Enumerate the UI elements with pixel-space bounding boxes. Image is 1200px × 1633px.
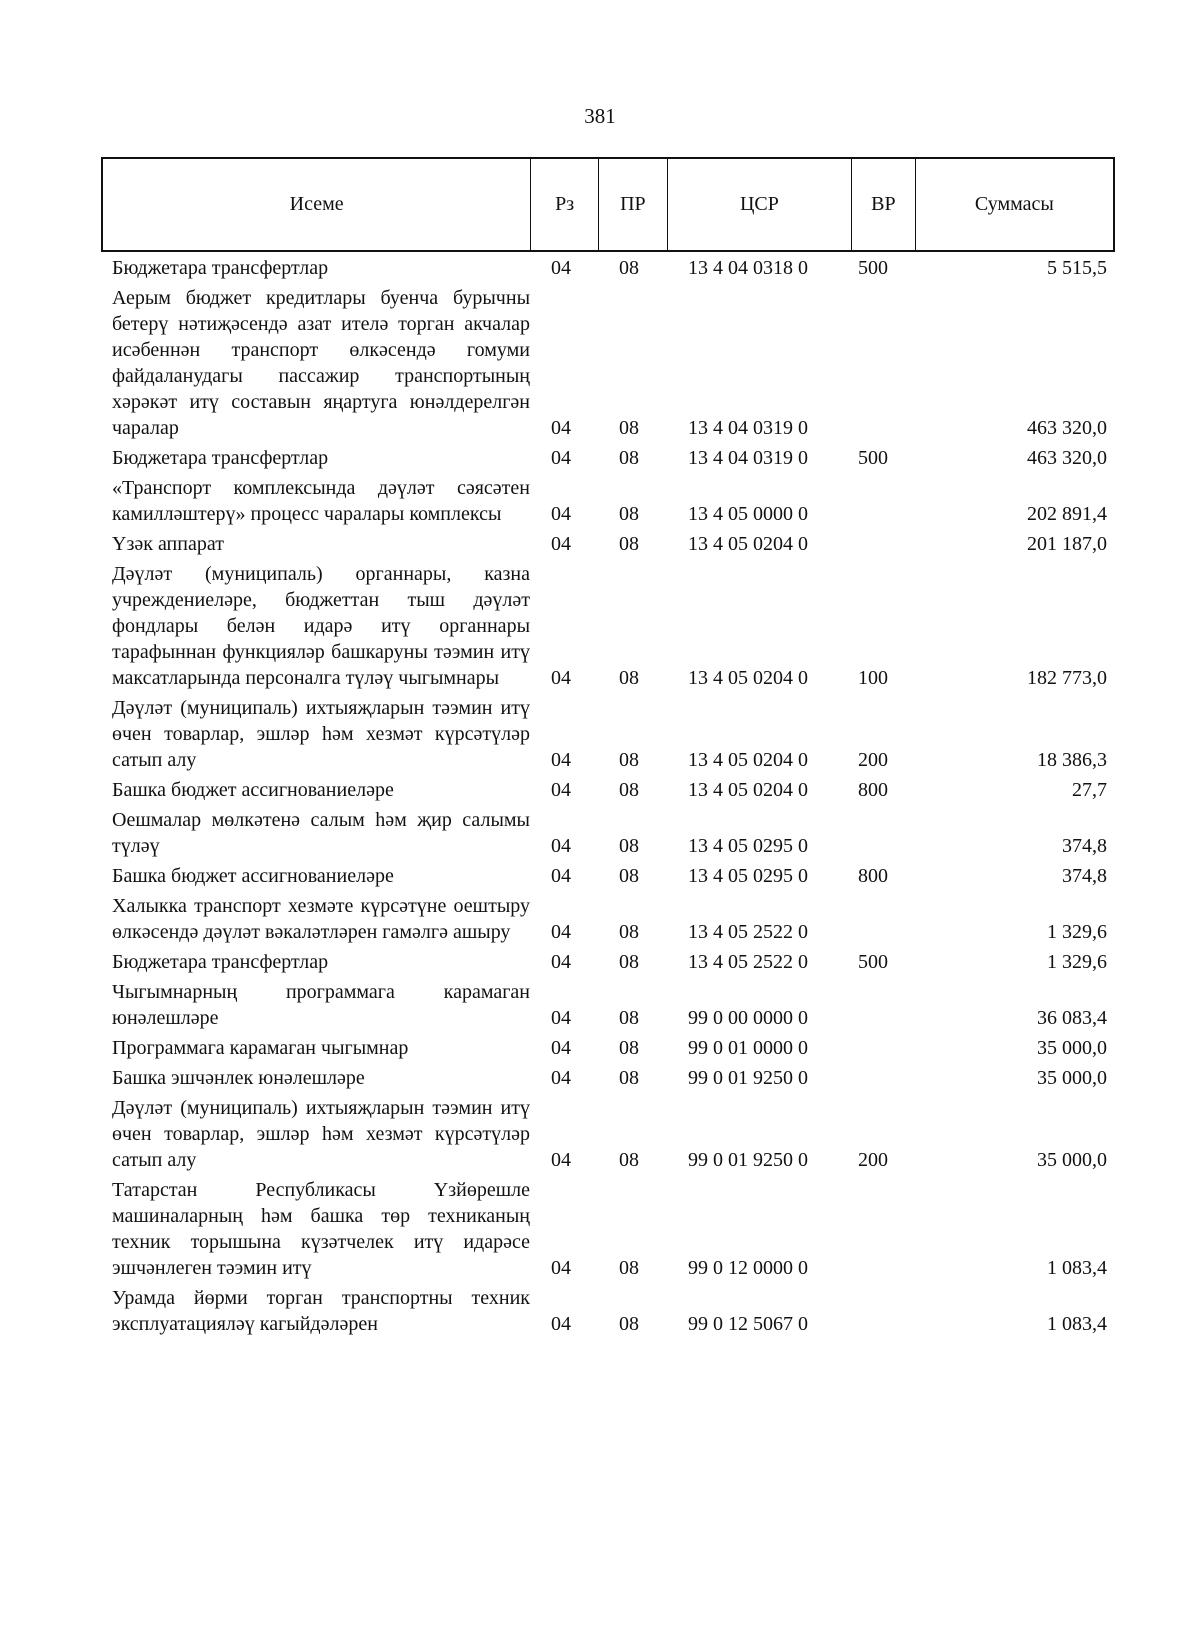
cell-pr: 08 [619, 779, 639, 801]
cell-rz: 04 [551, 447, 571, 469]
cell-csr: 13 4 05 0204 0 [688, 749, 808, 771]
cell-pr: 08 [619, 1313, 639, 1335]
cell-rz: 04 [551, 1313, 571, 1335]
table-row [101, 1282, 1115, 1338]
cell-vr: 800 [858, 779, 888, 801]
cell-sum: 182 773,0 [1027, 667, 1107, 689]
header-pr: ПР [598, 159, 667, 250]
header-sum: Суммасы [915, 159, 1113, 250]
table-row [101, 946, 1115, 976]
table-row [101, 528, 1115, 558]
cell-rz: 04 [551, 533, 571, 555]
cell-pr: 08 [619, 1257, 639, 1279]
cell-csr: 99 0 01 0000 0 [688, 1037, 808, 1059]
cell-csr: 13 4 05 0295 0 [688, 865, 808, 887]
cell-sum: 1 329,6 [1047, 921, 1107, 943]
cell-pr: 08 [619, 921, 639, 943]
cell-rz: 04 [551, 503, 571, 525]
cell-sum: 1 083,4 [1047, 1257, 1107, 1279]
cell-sum: 18 386,3 [1037, 749, 1107, 771]
cell-sum: 201 187,0 [1027, 533, 1107, 555]
cell-pr: 08 [619, 667, 639, 689]
cell-rz: 04 [551, 921, 571, 943]
table-row [101, 442, 1115, 472]
cell-sum: 374,8 [1062, 835, 1107, 857]
cell-name: Дәүләт (муниципаль) органнары, казна учреждениеләре, бюджеттан тыш дәүләт фондлары белән идарә итү органнары тарафыннан функцияләр башкаруны тәэмин итү максатларында персоналга түләү чыгымнары [112, 563, 530, 689]
cell-name: Дәүләт (муниципаль) ихтыяҗларын тәэмин итү өчен товарлар, эшләр һәм хезмәт күрсәтүләр сатып алу [112, 697, 530, 771]
cell-name: Чыгымнарның программага карамаган юнәлешләре [112, 981, 530, 1029]
cell-vr: 500 [858, 447, 888, 469]
cell-sum: 463 320,0 [1027, 417, 1107, 439]
cell-csr: 99 0 12 0000 0 [688, 1257, 808, 1279]
cell-name: Бюджетара трансфертлар [112, 257, 329, 279]
table-row [101, 252, 1115, 282]
header-vr: ВР [851, 159, 915, 250]
table-row [101, 1174, 1115, 1282]
cell-name: Бюджетара трансфертлар [112, 447, 329, 469]
cell-vr: 100 [858, 667, 888, 689]
cell-pr: 08 [619, 951, 639, 973]
cell-sum: 374,8 [1062, 865, 1107, 887]
cell-csr: 99 0 01 9250 0 [688, 1149, 808, 1171]
cell-pr: 08 [619, 503, 639, 525]
cell-name: Бюджетара трансфертлар [112, 951, 329, 973]
cell-rz: 04 [551, 417, 571, 439]
header-csr: ЦСР [667, 159, 851, 250]
cell-sum: 35 000,0 [1037, 1037, 1107, 1059]
cell-pr: 08 [619, 865, 639, 887]
cell-rz: 04 [551, 257, 571, 279]
cell-sum: 1 083,4 [1047, 1313, 1107, 1335]
cell-pr: 08 [619, 1007, 639, 1029]
table-row [101, 774, 1115, 804]
cell-name: Халыкка транспорт хезмәте күрсәтүне оештыру өлкәсендә дәүләт вәкаләтләрен гамәлгә ашыру [112, 895, 530, 943]
cell-vr: 800 [858, 865, 888, 887]
cell-rz: 04 [551, 667, 571, 689]
cell-sum: 5 515,5 [1047, 257, 1107, 279]
cell-pr: 08 [619, 1037, 639, 1059]
table-row [101, 1062, 1115, 1092]
table-row [101, 860, 1115, 890]
cell-rz: 04 [551, 865, 571, 887]
table-row [101, 1092, 1115, 1174]
table-row [101, 804, 1115, 860]
cell-pr: 08 [619, 447, 639, 469]
cell-sum: 35 000,0 [1037, 1149, 1107, 1171]
table-body [101, 252, 1115, 1338]
cell-sum: 1 329,6 [1047, 951, 1107, 973]
table-row [101, 890, 1115, 946]
cell-rz: 04 [551, 1257, 571, 1279]
cell-name: Оешмалар мөлкәтенә салым һәм җир салымы түләү [112, 809, 530, 857]
cell-sum: 202 891,4 [1027, 503, 1107, 525]
cell-vr: 500 [858, 951, 888, 973]
cell-sum: 463 320,0 [1027, 447, 1107, 469]
cell-sum: 27,7 [1072, 779, 1107, 801]
cell-pr: 08 [619, 835, 639, 857]
page-number: 381 [584, 104, 616, 128]
table-header [101, 157, 1115, 252]
cell-rz: 04 [551, 779, 571, 801]
cell-name: Аерым бюджет кредитлары буенча бурычны бетерү нәтиҗәсендә азат ителә торган акчалар исәбеннән транспорт өлкәсендә гомуми файдаланудагы пассажир транспортының хәрәкәт итү составын яңартуга юнәлдерелгән чаралар [112, 287, 530, 439]
cell-csr: 13 4 05 0204 0 [688, 779, 808, 801]
cell-name: Башка бюджет ассигнованиеләре [112, 865, 394, 887]
table-row [101, 1032, 1115, 1062]
cell-rz: 04 [551, 835, 571, 857]
cell-rz: 04 [551, 1037, 571, 1059]
cell-rz: 04 [551, 1067, 571, 1089]
cell-pr: 08 [619, 1149, 639, 1171]
cell-rz: 04 [551, 749, 571, 771]
cell-csr: 13 4 05 0295 0 [688, 835, 808, 857]
cell-vr: 200 [858, 1149, 888, 1171]
cell-csr: 99 0 01 9250 0 [688, 1067, 808, 1089]
cell-rz: 04 [551, 951, 571, 973]
cell-csr: 99 0 12 5067 0 [688, 1313, 808, 1335]
cell-pr: 08 [619, 257, 639, 279]
table-row [101, 558, 1115, 692]
header-name: Исеме [289, 193, 344, 215]
cell-vr: 200 [858, 749, 888, 771]
cell-csr: 13 4 04 0318 0 [688, 257, 808, 279]
cell-pr: 08 [619, 533, 639, 555]
cell-name: Программага карамаган чыгымнар [112, 1037, 409, 1059]
table-row [101, 472, 1115, 528]
cell-rz: 04 [551, 1007, 571, 1029]
table-row [101, 976, 1115, 1032]
cell-csr: 99 0 00 0000 0 [688, 1007, 808, 1029]
cell-pr: 08 [619, 417, 639, 439]
cell-name: Урамда йөрми торган транспортны техник эксплуатацияләү кагыйдәләрен [112, 1287, 530, 1335]
cell-csr: 13 4 05 0000 0 [688, 503, 808, 525]
cell-csr: 13 4 05 2522 0 [688, 921, 808, 943]
cell-csr: 13 4 04 0319 0 [688, 447, 808, 469]
cell-name: Татарстан Республикасы Үзйөрешле машиналарның һәм башка төр техниканың техник торышына күзәтчелек итү идарәсе эшчәнлеген тәэмин итү [112, 1179, 530, 1279]
cell-pr: 08 [619, 749, 639, 771]
header-rz: Рз [530, 159, 598, 250]
cell-csr: 13 4 04 0319 0 [688, 417, 808, 439]
table-row [101, 282, 1115, 442]
cell-name: Үзәк аппарат [112, 533, 224, 555]
cell-sum: 35 000,0 [1037, 1067, 1107, 1089]
cell-sum: 36 083,4 [1037, 1007, 1107, 1029]
cell-name: Дәүләт (муниципаль) ихтыяҗларын тәэмин итү өчен товарлар, эшләр һәм хезмәт күрсәтүләр сатып алу [112, 1097, 530, 1171]
cell-csr: 13 4 05 0204 0 [688, 667, 808, 689]
cell-name: «Транспорт комплексында дәүләт сәясәтен камилләштерү» процесс чаралары комплексы [112, 477, 530, 525]
table-row [101, 692, 1115, 774]
cell-name: Башка эшчәнлек юнәлешләре [112, 1067, 365, 1089]
cell-csr: 13 4 05 2522 0 [688, 951, 808, 973]
cell-rz: 04 [551, 1149, 571, 1171]
cell-vr: 500 [858, 257, 888, 279]
cell-pr: 08 [619, 1067, 639, 1089]
cell-csr: 13 4 05 0204 0 [688, 533, 808, 555]
cell-name: Башка бюджет ассигнованиеләре [112, 779, 394, 801]
